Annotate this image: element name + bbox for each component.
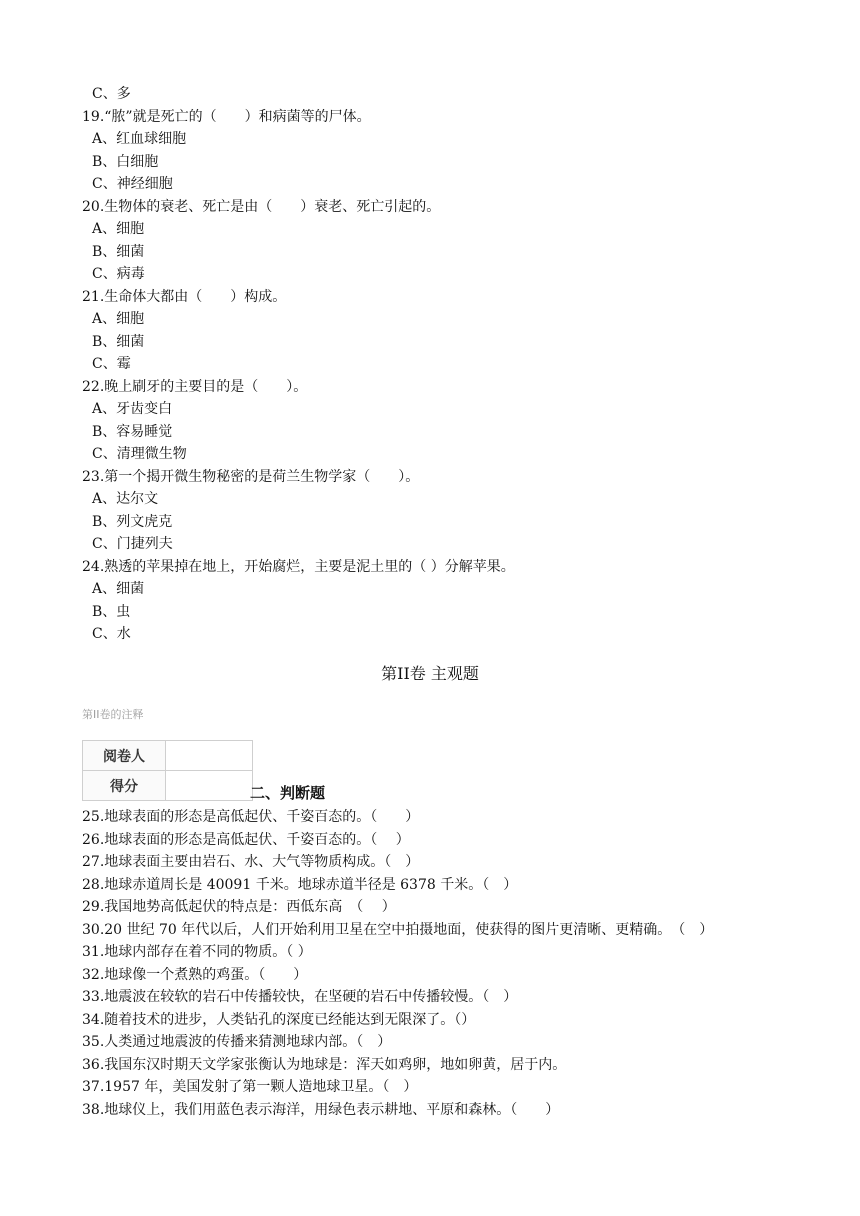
q24-option-b: B、虫	[92, 604, 131, 620]
score-table	[82, 740, 253, 801]
q20-option-c: C、病毒	[92, 266, 145, 282]
q22-option-b: B、容易睡觉	[92, 424, 173, 440]
judgment-item: 36.我国东汉时期天文学家张衡认为地球是：浑天如鸡卵，地如卵黄，居于内。	[82, 1057, 567, 1073]
judgment-item: 25.地球表面的形态是高低起伏、千姿百态的。（ ）	[82, 809, 420, 825]
q23-stem: 23.第一个揭开微生物秘密的是荷兰生物学家（ ）。	[82, 469, 420, 485]
judgment-item: 38.地球仪上，我们用蓝色表示海洋，用绿色表示耕地、平原和森林。（ ）	[82, 1102, 560, 1118]
judgment-item: 32.地球像一个煮熟的鸡蛋。（ ）	[82, 967, 308, 983]
q21-option-b: B、细菌	[92, 334, 145, 350]
section-title-judgment: 二、判断题	[250, 784, 326, 802]
reviewer-cell	[166, 741, 253, 771]
part2-title: 第II卷 主观题	[381, 664, 479, 683]
q19-option-a: A、红血球细胞	[92, 131, 187, 147]
q18-option-c: C、多	[92, 86, 131, 102]
q20-option-a: A、细胞	[92, 221, 145, 237]
q23-option-a: A、达尔文	[92, 491, 159, 507]
judgment-item: 31.地球内部存在着不同的物质。（ ）	[82, 944, 312, 960]
judgment-item: 33.地震波在较软的岩石中传播较快，在坚硬的岩石中传播较慢。（ ）	[82, 989, 518, 1005]
q19-option-b: B、白细胞	[92, 154, 159, 170]
q20-option-b: B、细菌	[92, 244, 145, 260]
q24-stem: 24.熟透的苹果掉在地上，开始腐烂，主要是泥土里的（ ）分解苹果。	[82, 559, 515, 575]
q22-option-a: A、牙齿变白	[92, 401, 173, 417]
part2-note: 第II卷的注释	[82, 708, 144, 721]
judgment-item: 34.随着技术的进步，人类钻孔的深度已经能达到无限深了。（）	[82, 1012, 476, 1028]
q21-option-c: C、霉	[92, 356, 131, 372]
reviewer-label: 阅卷人	[83, 741, 166, 771]
judgment-item: 29.我国地势高低起伏的特点是：西低东高 （ ）	[82, 899, 396, 915]
score-cell	[166, 771, 253, 801]
q21-option-a: A、细胞	[92, 311, 145, 327]
judgment-item: 37.1957 年，美国发射了第一颗人造地球卫星。（ ）	[82, 1079, 418, 1095]
judgment-item: 30.20 世纪 70 年代以后，人们开始利用卫星在空中拍摄地面，使获得的图片更清晰、更精确。 （ ）	[82, 922, 714, 938]
judgment-item: 28.地球赤道周长是 40091 千米。地球赤道半径是 6378 千米。（ ）	[82, 877, 518, 893]
q20-stem: 20.生物体的衰老、死亡是由（ ）衰老、死亡引起的。	[82, 199, 441, 215]
q24-option-a: A、细菌	[92, 581, 145, 597]
judgment-item: 35.人类通过地震波的传播来猜测地球内部。（ ）	[82, 1034, 392, 1050]
q21-stem: 21.生命体大都由（ ）构成。	[82, 289, 287, 305]
judgment-item: 26.地球表面的形态是高低起伏、千姿百态的。（ ）	[82, 832, 410, 848]
q22-stem: 22.晚上刷牙的主要目的是（ ）。	[82, 379, 308, 395]
q22-option-c: C、清理微生物	[92, 446, 187, 462]
judgment-item: 27.地球表面主要由岩石、水、大气等物质构成。（ ）	[82, 854, 420, 870]
score-label: 得分	[83, 771, 166, 801]
q24-option-c: C、水	[92, 626, 131, 642]
q19-option-c: C、神经细胞	[92, 176, 173, 192]
q23-option-c: C、门捷列夫	[92, 536, 173, 552]
q19-stem: 19.“脓”就是死亡的（ ）和病菌等的尸体。	[82, 109, 371, 125]
q23-option-b: B、列文虎克	[92, 514, 173, 530]
